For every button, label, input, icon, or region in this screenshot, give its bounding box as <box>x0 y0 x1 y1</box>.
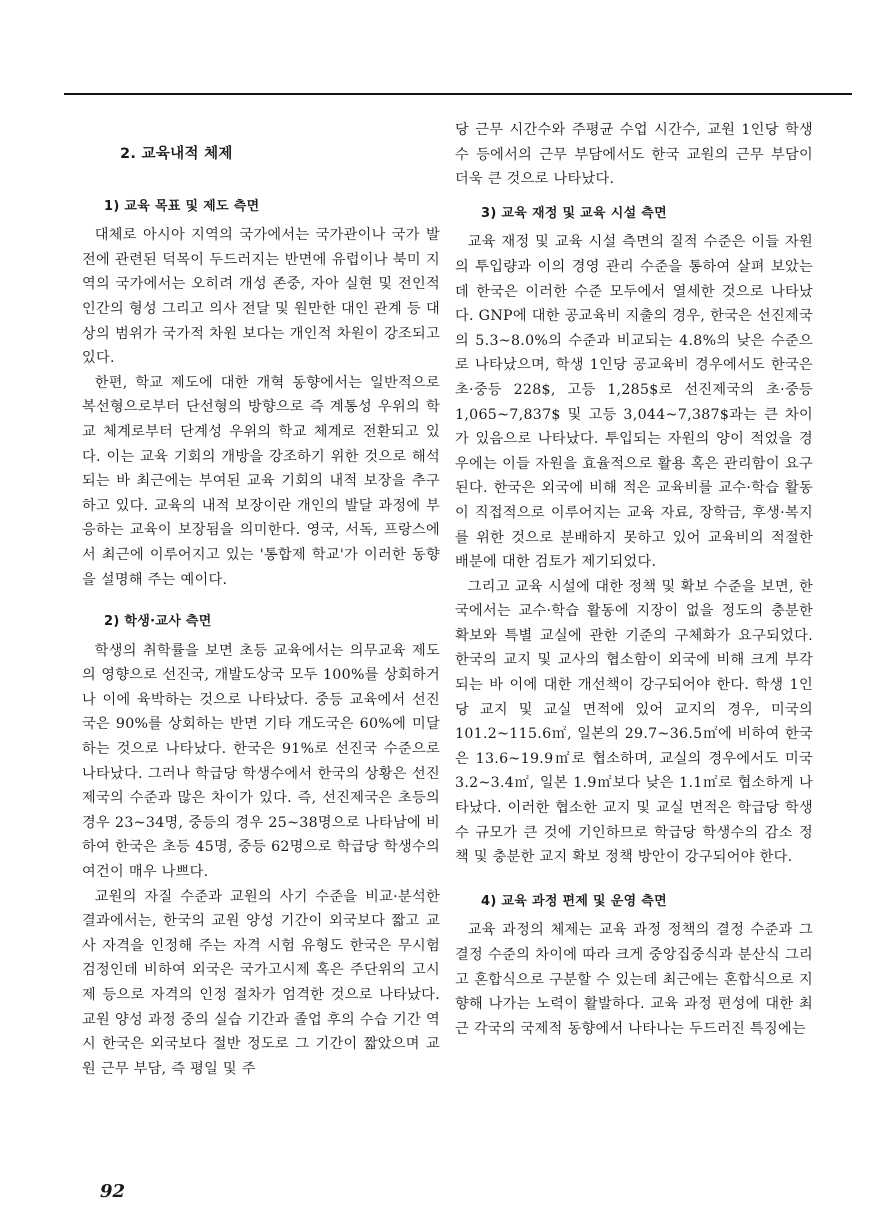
paragraph-curriculum: 교육 과정의 체제는 교육 과정 정책의 결정 수준과 그 결정 수준의 차이에 따라 크게 중앙집중식과 분산식 그리고 혼합식으로 구분할 수 있는데 최근에는 혼합식으로 지향해 나가는 노력이 활발하다. 교육 과정 편성에 대한 최근 각국의 국제적 동향에서 나타나는 두드러진 특징에는 <box>455 922 813 1037</box>
subheading-students-teachers: 2) 학생·교사 측면 <box>104 614 212 630</box>
paragraph-goals: 대체로 아시아 지역의 국가에서는 국가관이나 국가 발전에 관련된 덕목이 두드러지는 반면에 유럽이나 북미 지역의 국가에서는 오히려 개성 존중, 자아 실현 및 전인적 인간의 형성 그리고 의사 전달 및 원만한 대인 관계 등 대상의 범위가 국가적 차원 보다는 개인적 차원이 강조되고 있다. <box>82 227 440 367</box>
subheading-finance-facilities: 3) 교육 재정 및 교육 시설 측면 <box>481 205 667 221</box>
subheading-education-goals: 1) 교육 목표 및 제도 측면 <box>104 198 260 214</box>
right-column <box>455 118 813 1041</box>
paragraph-finance: 교육 재정 및 교육 시설 측면의 질적 수준은 이들 자원의 투입량과 이의 경영 관리 수준을 통하여 살펴 보았는데 한국은 이러한 수준 모두에서 열세한 것으로 나타났다. GNP에 대한 공교육비 지출의 경우, 한국은 선진제국의 5.3~8.0%의 수준과 비교되는 4.8%의 낮은 수준으로 나타났으며, 학생 1인당 공교육비 경우에서도 한국은 초·중등 228$, 고등 1,285$로 선진제국의 초·중등 1,065~7,837$ 및 고등 3,044~7,387$과는 큰 차이가 있음으로 나타났다. 투입되는 자원의 양이 적었을 경우에는 이들 자원을 효율적으로 활용 혹은 관리함이 요구된다. 한국은 외국에 비해 적은 교육비를 교수·학습 활동이 직접적으로 이루어지는 교육 자료, 장학금, 후생·복지를 위한 것으로 분배하지 못하고 있어 교육비의 적절한 배분에 대한 검토가 제기되었다. <box>455 234 813 571</box>
paragraph-school-system: 한편, 학교 제도에 대한 개혁 동향에서는 일반적으로 복선형으로부터 단선형의 방향으로 즉 계통성 우위의 학교 체계로부터 단계성 우위의 학교 체계로 전환되고 있다. 이는 교육 기회의 개방을 강조하기 위한 것으로 해석되는 바 최근에는 부여된 교육 기회의 내적 보장을 추구하고 있다. 교육의 내적 보장이란 개인의 발달 과정에 부응하는 교육이 보장됨을 의미한다. 영국, 서독, 프랑스에서 최근에 이루어지고 있는 '통합제 학교'가 이러한 동향을 설명해 주는 예이다. <box>82 374 440 588</box>
left-column <box>82 118 440 1081</box>
paragraph-facilities: 그리고 교육 시설에 대한 정책 및 확보 수준을 보면, 한국에서는 교수·학습 활동에 지장이 없을 정도의 충분한 확보와 특별 교실에 관한 기준의 구체화가 요구되었다. 한국의 교지 및 교사의 협소함이 외국에 비해 크게 부각되는 바 이에 대한 개선책이 강구되어야 한다. 학생 1인당 교지 및 교실 면적에 있어 교지의 경우, 미국의 101.2~115.6㎡, 일본의 29.7~36.5㎡에 비하여 한국은 13.6~19.9㎡로 협소하며, 교실의 경우에서도 미국 3.2~3.4㎡, 일본 1.9㎡보다 낮은 1.1㎡로 협소하게 나타났다. 이러한 협소한 교지 및 교실 면적은 학급당 학생수 규모가 큰 것에 기인하므로 학급당 학생수의 감소 정책 및 충분한 교지 확보 정책 방안이 강구되어야 한다. <box>455 578 813 866</box>
paragraph-teacher-quality: 교원의 자질 수준과 교원의 사기 수준을 비교·분석한 결과에서는, 한국의 교원 양성 기간이 외국보다 짧고 교사 자격을 인정해 주는 자격 시험 유형도 한국은 무시험 검정인데 비하여 외국은 국가고시제 혹은 주단위의 고시제 등으로 자격의 인정 절차가 엄격한 것으로 나타났다. 교원 양성 과정 중의 실습 기간과 졸업 후의 수습 기간 역시 한국은 외국보다 절반 정도로 그 기간이 짧았으며 교원 근무 부담, 즉 평일 및 주 <box>82 888 440 1077</box>
subheading-curriculum: 4) 교육 과정 편제 및 운영 측면 <box>481 893 667 909</box>
paragraph-enrollment: 학생의 취학률을 보면 초등 교육에서는 의무교육 제도의 영향으로 선진국, 개발도상국 모두 100%를 상회하거나 이에 육박하는 것으로 나타났다. 중등 교육에서 선진국은 90%를 상회하는 반면 기타 개도국은 60%에 미달하는 것으로 나타났다. 한국은 91%로 선진국 수준으로 나타났다. 그러나 학급당 학생수에서 한국의 상황은 선진제국의 수준과 많은 차이가 있다. 즉, 선진제국은 초등의 경우 23~34명, 중등의 경우 25~38명으로 나타남에 비하여 한국은 초등 45명, 중등 62명으로 학급당 학생수의 여건이 매우 나쁘다. <box>82 642 440 881</box>
section-title: 2. 교육내적 체제 <box>120 146 233 162</box>
header-rule <box>64 93 852 95</box>
paragraph-continued: 당 근무 시간수와 주평균 수업 시간수, 교원 1인당 학생수 등에서의 근무 부담에서도 한국 교원의 근무 부담이 더욱 큰 것으로 나타났다. <box>455 122 813 188</box>
page-number: 92 <box>100 1181 126 1202</box>
